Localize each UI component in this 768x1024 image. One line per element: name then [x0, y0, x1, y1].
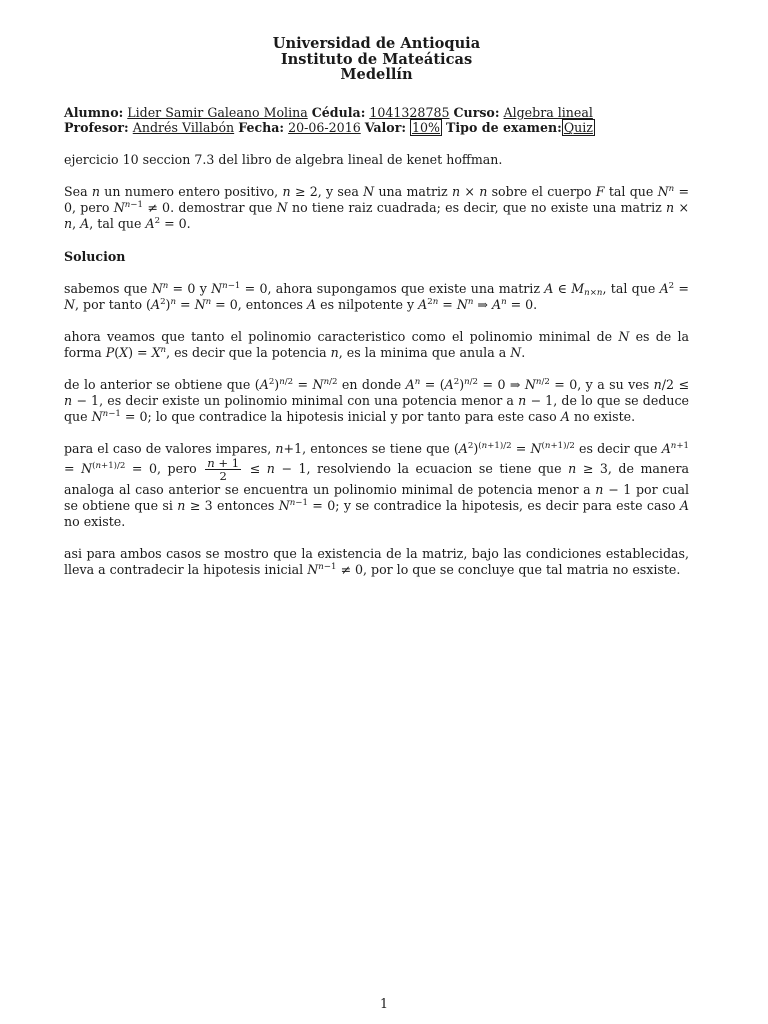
solution-paragraph-2: ahora veamos que tanto el polinomio caracteristico como el polinomio minimal de N es de la forma $P(X) = X^n$, es decir que la potencia n, es la minima que anula a N.: [64, 328, 689, 360]
page-number: 1: [379, 996, 388, 1011]
meta-line-2: [64, 120, 689, 136]
solution-paragraph-3: de lo anterior se obtiene que $(A^2)^{n/2} = N^{n/2}$ en donde $A^n = (A^2)^{n/2} = 0$ ⇒ $N^{n/2} = 0$, y a su ves n/2 ≤ n − 1, es decir existe un polinomio minimal con una potencia menor a n − 1, de lo que se deduce que $N^{n-1} = 0$; lo que contradice la hipotesis inicial y por tanto para este caso A no existe.: [64, 376, 690, 424]
fecha-label: Fecha:: [238, 120, 285, 136]
problem-statement: Sea n un numero entero positivo, n ≥ 2, y sea N una matriz n × n sobre el cuerpo F tal que $N^n = 0$, pero $N^{n-1} \ne 0$. demostrar que N no tiene raiz cuadrada; es decir, que no existe una matriz n × n, A, tal que $A^2 = 0$.: [64, 183, 690, 231]
curso-label: Curso:: [453, 104, 500, 120]
exam-metadata: [64, 105, 689, 136]
student-id: 1041328785: [369, 104, 450, 120]
exam-value: 10%: [412, 120, 441, 136]
institute-name: Instituto de Mateáticas: [280, 50, 473, 68]
alumno-label: Alumno:: [64, 104, 124, 120]
professor-name: Andrés Villabón: [132, 120, 235, 136]
valor-label: Valor:: [364, 120, 406, 136]
document-page: [64, 36, 689, 578]
tipo-label: Tipo de examen:: [446, 120, 562, 136]
university-name: Universidad de Antioquia: [272, 35, 481, 52]
course-name: Algebra lineal: [503, 104, 593, 120]
meta-line-1: [64, 105, 689, 121]
student-name: Lider Samir Galeano Molina: [127, 104, 308, 120]
document-header: [64, 36, 689, 83]
solution-heading: Solucion: [64, 248, 126, 264]
city-name: Medellín: [340, 66, 413, 84]
intro-paragraph: ejercicio 10 seccion 7.3 del libro de algebra lineal de kenet hoffman.: [64, 151, 503, 167]
exam-date: 20-06-2016: [288, 120, 361, 136]
profesor-label: Profesor:: [64, 120, 129, 136]
conclusion-paragraph: asi para ambos casos se mostro que la existencia de la matriz, bajo las condiciones establecidas, lleva a contradecir la hipotesis inicial $N^{n-1} \ne 0$, por lo que se concluye que tal matria no esxiste.: [64, 545, 689, 577]
solution-paragraph-4: para el caso de valores impares, n+1, entonces se tiene que $(A^2)^{(n+1)/2} = N^{(n+1)/2}$ es decir que $A^{n+1} = N^{(n+1)/2} = 0$, pero $\frac{n + 1}{2}$ ≤ n − 1, resolviendo la ecuacion se tiene que n ≥ 3, de manera analoga al caso anterior se encuentra un polinomio minimal de potencia menor a n − 1 por cual se obtiene que si n ≥ 3 entonces $N^{n-1} = 0$; y se contradice la hipotesis, es decir para este caso A no existe.: [64, 440, 690, 529]
exam-type: Quiz: [563, 120, 593, 136]
cedula-label: Cédula:: [311, 104, 366, 120]
solution-paragraph-1: sabemos que $N^n = 0$ y $N^{n-1} = 0$, ahora supongamos que existe una matriz A ∈ $M_{n\times n}$, tal que $A^2 = N$, por tanto $(A^2)^n = N^n = 0$, entonces A es nilpotente y $A^{2n} = N^n$ ⇒ $A^n = 0$.: [64, 280, 689, 312]
fraction-n-plus-1-over-2: $\frac{n + 1}{2}$: [207, 455, 240, 483]
